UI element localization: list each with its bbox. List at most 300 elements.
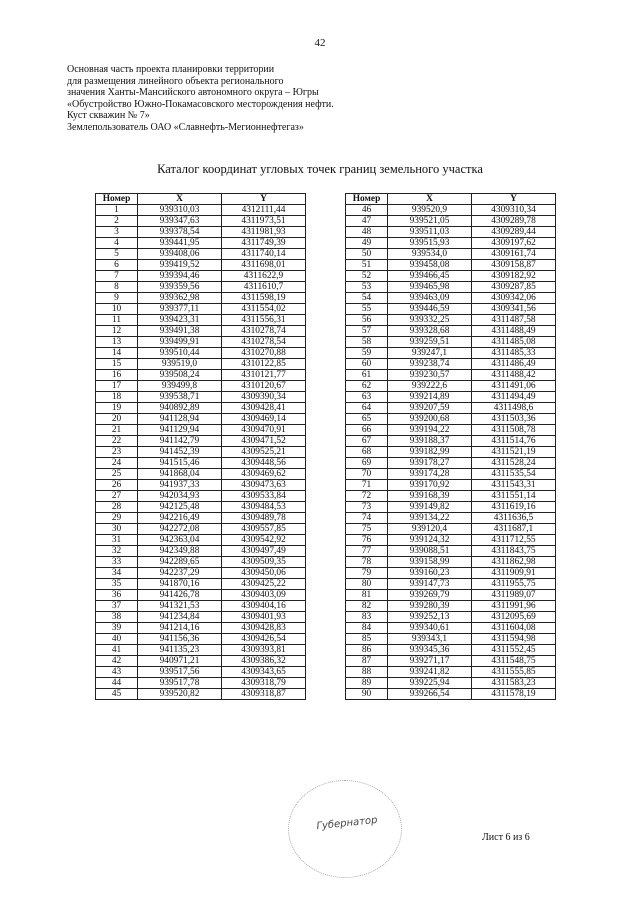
cell-number: 82 [346,601,388,612]
header-line: Основная часть проекта планировки территории [67,64,275,75]
cell-x: 939463,09 [388,293,472,304]
table-row [346,656,556,667]
cell-y: 4311503,36 [472,414,556,425]
cell-number: 24 [96,458,138,469]
cell-x: 939252,13 [388,612,472,623]
cell-y: 4311508,78 [472,425,556,436]
cell-y: 4310120,67 [222,381,306,392]
cell-x: 939517,56 [138,667,222,678]
table-row [96,656,306,667]
cell-y: 4311488,49 [472,326,556,337]
cell-number: 71 [346,480,388,491]
cell-x: 939241,82 [388,667,472,678]
table-row [96,568,306,579]
cell-y: 4311989,07 [472,590,556,601]
cell-number: 51 [346,260,388,271]
table-row [346,557,556,568]
cell-number: 90 [346,689,388,700]
stamp-text: Губернатор [316,814,378,833]
cell-number: 22 [96,436,138,447]
table-header-row [96,194,306,205]
cell-x: 939491,38 [138,326,222,337]
cell-x: 939511,03 [388,227,472,238]
cell-y: 4311955,75 [472,579,556,590]
cell-y: 4309489,78 [222,513,306,524]
table-row [346,535,556,546]
cell-x: 941234,84 [138,612,222,623]
table-row [96,535,306,546]
table-row [346,469,556,480]
cell-number: 7 [96,271,138,282]
cell-x: 939214,89 [388,392,472,403]
table-row [96,425,306,436]
table-row [346,579,556,590]
cell-number: 30 [96,524,138,535]
cell-x: 939441,95 [138,238,222,249]
table-row [96,271,306,282]
cell-number: 45 [96,689,138,700]
table-row [96,260,306,271]
table-row [346,326,556,337]
column-header-x: X [388,194,472,205]
cell-y: 4311552,45 [472,645,556,656]
cell-x: 939520,82 [138,689,222,700]
cell-x: 939359,56 [138,282,222,293]
cell-y: 4311610,7 [222,282,306,293]
cell-x: 942363,04 [138,535,222,546]
table-row [346,227,556,238]
cell-y: 4311548,75 [472,656,556,667]
header-line: Землепользователь ОАО «Славнефть-Мегионнефтегаз» [67,121,304,133]
cell-number: 60 [346,359,388,370]
cell-number: 52 [346,271,388,282]
cell-y: 4312111,44 [222,205,306,216]
cell-y: 4310270,88 [222,348,306,359]
cell-x: 939124,32 [388,535,472,546]
table-row [346,337,556,348]
table-row [346,304,556,315]
cell-number: 87 [346,656,388,667]
cell-y: 4311578,19 [472,689,556,700]
cell-x: 939377,11 [138,304,222,315]
cell-number: 89 [346,678,388,689]
table-row [346,238,556,249]
cell-y: 4309310,34 [472,205,556,216]
cell-x: 939310,03 [138,205,222,216]
cell-x: 939238,74 [388,359,472,370]
cell-x: 939194,22 [388,425,472,436]
cell-y: 4309390,34 [222,392,306,403]
cell-number: 12 [96,326,138,337]
cell-number: 43 [96,667,138,678]
cell-x: 942125,48 [138,502,222,513]
cell-number: 58 [346,337,388,348]
cell-y: 4312095,69 [472,612,556,623]
table-row [96,304,306,315]
cell-number: 81 [346,590,388,601]
cell-number: 68 [346,447,388,458]
table-row [96,414,306,425]
cell-y: 4311687,1 [472,524,556,535]
table-row [346,392,556,403]
cell-y: 4311488,42 [472,370,556,381]
cell-y: 4311514,76 [472,436,556,447]
cell-number: 15 [96,359,138,370]
cell-x: 939517,78 [138,678,222,689]
cell-x: 939088,51 [388,546,472,557]
cell-x: 939269,79 [388,590,472,601]
cell-x: 941129,94 [138,425,222,436]
cell-x: 939222,6 [388,381,472,392]
table-row [346,480,556,491]
table-row [346,568,556,579]
table-row [96,634,306,645]
cell-y: 4309426,54 [222,634,306,645]
cell-y: 4311740,14 [222,249,306,260]
table-row [96,557,306,568]
cell-y: 4311554,02 [222,304,306,315]
cell-x: 939508,24 [138,370,222,381]
cell-number: 54 [346,293,388,304]
cell-y: 4310122,85 [222,359,306,370]
cell-y: 4311485,33 [472,348,556,359]
table-row [346,634,556,645]
cell-number: 64 [346,403,388,414]
cell-number: 28 [96,502,138,513]
table-row [96,458,306,469]
cell-number: 40 [96,634,138,645]
cell-x: 939458,08 [388,260,472,271]
table-row [346,546,556,557]
cell-x: 939259,51 [388,337,472,348]
cell-y: 4309509,35 [222,557,306,568]
cell-x: 939168,39 [388,491,472,502]
table-row [96,623,306,634]
cell-y: 4311486,49 [472,359,556,370]
cell-number: 72 [346,491,388,502]
sheet-label: Лист 6 из 6 [482,832,530,843]
cell-x: 941128,94 [138,414,222,425]
cell-number: 35 [96,579,138,590]
cell-number: 34 [96,568,138,579]
cell-number: 80 [346,579,388,590]
cell-y: 4309428,41 [222,403,306,414]
cell-x: 939520,9 [388,205,472,216]
cell-x: 939408,06 [138,249,222,260]
cell-y: 4311594,98 [472,634,556,645]
cell-y: 4309341,56 [472,304,556,315]
cell-y: 4309533,84 [222,491,306,502]
column-header-y: Y [472,194,556,205]
cell-number: 3 [96,227,138,238]
header-line: значения Ханты-Мансийского автономного округа – Югры [67,87,319,98]
cell-x: 941868,04 [138,469,222,480]
cell-x: 939378,54 [138,227,222,238]
cell-y: 4309425,22 [222,579,306,590]
cell-x: 941515,46 [138,458,222,469]
cell-x: 939343,1 [388,634,472,645]
cell-x: 939280,39 [388,601,472,612]
cell-number: 65 [346,414,388,425]
cell-y: 4309497,49 [222,546,306,557]
table-row [96,227,306,238]
cell-y: 4311843,75 [472,546,556,557]
cell-x: 942034,93 [138,491,222,502]
cell-y: 4311619,16 [472,502,556,513]
table-row [96,337,306,348]
table-row [96,282,306,293]
cell-y: 4309542,92 [222,535,306,546]
table-header-row [346,194,556,205]
cell-number: 78 [346,557,388,568]
cell-x: 942237,29 [138,568,222,579]
table-row [96,491,306,502]
table-row [346,601,556,612]
cell-number: 75 [346,524,388,535]
cell-x: 939271,17 [388,656,472,667]
table-row [346,590,556,601]
cell-number: 48 [346,227,388,238]
table-row [346,491,556,502]
cell-x: 939340,61 [388,623,472,634]
cell-x: 939200,68 [388,414,472,425]
cell-y: 4311973,51 [222,216,306,227]
cell-y: 4309403,09 [222,590,306,601]
cell-x: 939147,73 [388,579,472,590]
cell-number: 66 [346,425,388,436]
table-row [96,381,306,392]
cell-x: 939423,31 [138,315,222,326]
table-row [96,249,306,260]
cell-x: 942272,08 [138,524,222,535]
cell-number: 6 [96,260,138,271]
cell-x: 939510,44 [138,348,222,359]
table-row [96,293,306,304]
cell-y: 4309287,85 [472,282,556,293]
cell-x: 939225,94 [388,678,472,689]
cell-number: 57 [346,326,388,337]
table-row [346,249,556,260]
cell-y: 4311555,85 [472,667,556,678]
table-row [96,315,306,326]
cell-y: 4309386,32 [222,656,306,667]
cell-x: 939328,68 [388,326,472,337]
cell-number: 49 [346,238,388,249]
cell-x: 939149,82 [388,502,472,513]
cell-y: 4310278,74 [222,326,306,337]
cell-y: 4309484,53 [222,502,306,513]
table-row [346,678,556,689]
cell-y: 4311551,14 [472,491,556,502]
cell-number: 8 [96,282,138,293]
cell-number: 47 [346,216,388,227]
cell-x: 941142,79 [138,436,222,447]
cell-number: 56 [346,315,388,326]
table-row [346,315,556,326]
cell-number: 17 [96,381,138,392]
table-row [346,414,556,425]
cell-x: 939332,25 [388,315,472,326]
cell-y: 4309404,16 [222,601,306,612]
table-row [96,645,306,656]
document-header [67,64,427,133]
cell-number: 14 [96,348,138,359]
table-row [346,524,556,535]
cell-number: 77 [346,546,388,557]
column-header-x: X [138,194,222,205]
cell-y: 4311598,19 [222,293,306,304]
cell-y: 4309318,79 [222,678,306,689]
cell-x: 942349,88 [138,546,222,557]
table-row [346,436,556,447]
cell-y: 4311583,23 [472,678,556,689]
cell-y: 4309318,87 [222,689,306,700]
table-row [96,447,306,458]
cell-x: 939534,0 [388,249,472,260]
cell-y: 4309401,93 [222,612,306,623]
cell-y: 4309448,56 [222,458,306,469]
cell-number: 13 [96,337,138,348]
cell-x: 939247,1 [388,348,472,359]
cell-x: 939465,98 [388,282,472,293]
table-row [346,282,556,293]
cell-number: 31 [96,535,138,546]
cell-y: 4309428,83 [222,623,306,634]
cell-y: 4310121,77 [222,370,306,381]
table-row [346,513,556,524]
cell-y: 4309557,85 [222,524,306,535]
cell-y: 4311521,19 [472,447,556,458]
cell-y: 4309469,14 [222,414,306,425]
table-row [346,623,556,634]
cell-y: 4309473,63 [222,480,306,491]
cell-y: 4311487,58 [472,315,556,326]
cell-number: 50 [346,249,388,260]
table-row [96,326,306,337]
cell-x: 941937,33 [138,480,222,491]
cell-y: 4311636,5 [472,513,556,524]
column-header-number: Номер [346,194,388,205]
cell-number: 9 [96,293,138,304]
table-row [346,645,556,656]
cell-x: 939446,59 [388,304,472,315]
cell-x: 939170,92 [388,480,472,491]
cell-x: 939419,52 [138,260,222,271]
table-row [346,205,556,216]
cell-number: 26 [96,480,138,491]
cell-y: 4311991,96 [472,601,556,612]
cell-y: 4311535,54 [472,469,556,480]
cell-number: 33 [96,557,138,568]
cell-number: 37 [96,601,138,612]
table-row [96,667,306,678]
table-row [96,359,306,370]
cell-x: 941321,53 [138,601,222,612]
table-row [346,612,556,623]
table-row [96,205,306,216]
table-row [346,447,556,458]
cell-number: 21 [96,425,138,436]
cell-number: 44 [96,678,138,689]
table-row [346,370,556,381]
cell-x: 939178,27 [388,458,472,469]
table-row [346,425,556,436]
table-row [96,216,306,227]
cell-y: 4311909,91 [472,568,556,579]
cell-x: 939466,45 [388,271,472,282]
table-row [346,458,556,469]
cell-x: 941156,36 [138,634,222,645]
cell-number: 76 [346,535,388,546]
cell-x: 939538,71 [138,392,222,403]
cell-number: 46 [346,205,388,216]
cell-y: 4311498,6 [472,403,556,414]
cell-x: 941214,16 [138,623,222,634]
cell-number: 62 [346,381,388,392]
column-header-y: Y [222,194,306,205]
cell-y: 4309158,87 [472,260,556,271]
cell-number: 53 [346,282,388,293]
cell-x: 939160,23 [388,568,472,579]
cell-number: 36 [96,590,138,601]
catalog-title: Каталог координат угловых точек границ земельного участка [157,162,483,176]
cell-number: 41 [96,645,138,656]
table-row [96,502,306,513]
cell-number: 42 [96,656,138,667]
table-row [96,513,306,524]
cell-y: 4311749,39 [222,238,306,249]
cell-number: 79 [346,568,388,579]
cell-number: 32 [96,546,138,557]
cell-number: 67 [346,436,388,447]
cell-number: 86 [346,645,388,656]
cell-number: 19 [96,403,138,414]
cell-x: 940971,21 [138,656,222,667]
cell-number: 38 [96,612,138,623]
cell-y: 4309525,21 [222,447,306,458]
cell-number: 84 [346,623,388,634]
page-number: 42 [314,37,326,49]
header-line: для размещения линейного объекта регионального [67,75,284,87]
cell-number: 59 [346,348,388,359]
cell-number: 11 [96,315,138,326]
cell-x: 939266,54 [388,689,472,700]
cell-y: 4309471,52 [222,436,306,447]
cell-y: 4311491,06 [472,381,556,392]
cell-y: 4309393,81 [222,645,306,656]
cell-y: 4311485,08 [472,337,556,348]
cell-number: 61 [346,370,388,381]
cell-number: 5 [96,249,138,260]
cell-y: 4309289,78 [472,216,556,227]
table-row [96,546,306,557]
cell-number: 29 [96,513,138,524]
cell-y: 4311556,31 [222,315,306,326]
cell-number: 27 [96,491,138,502]
cell-x: 939188,37 [388,436,472,447]
cell-x: 939521,05 [388,216,472,227]
table-row [96,392,306,403]
cell-y: 4311528,24 [472,458,556,469]
table-row [96,612,306,623]
table-row [346,271,556,282]
cell-number: 23 [96,447,138,458]
table-row [96,590,306,601]
cell-x: 939120,4 [388,524,472,535]
cell-number: 83 [346,612,388,623]
cell-y: 4309470,91 [222,425,306,436]
table-row [96,678,306,689]
